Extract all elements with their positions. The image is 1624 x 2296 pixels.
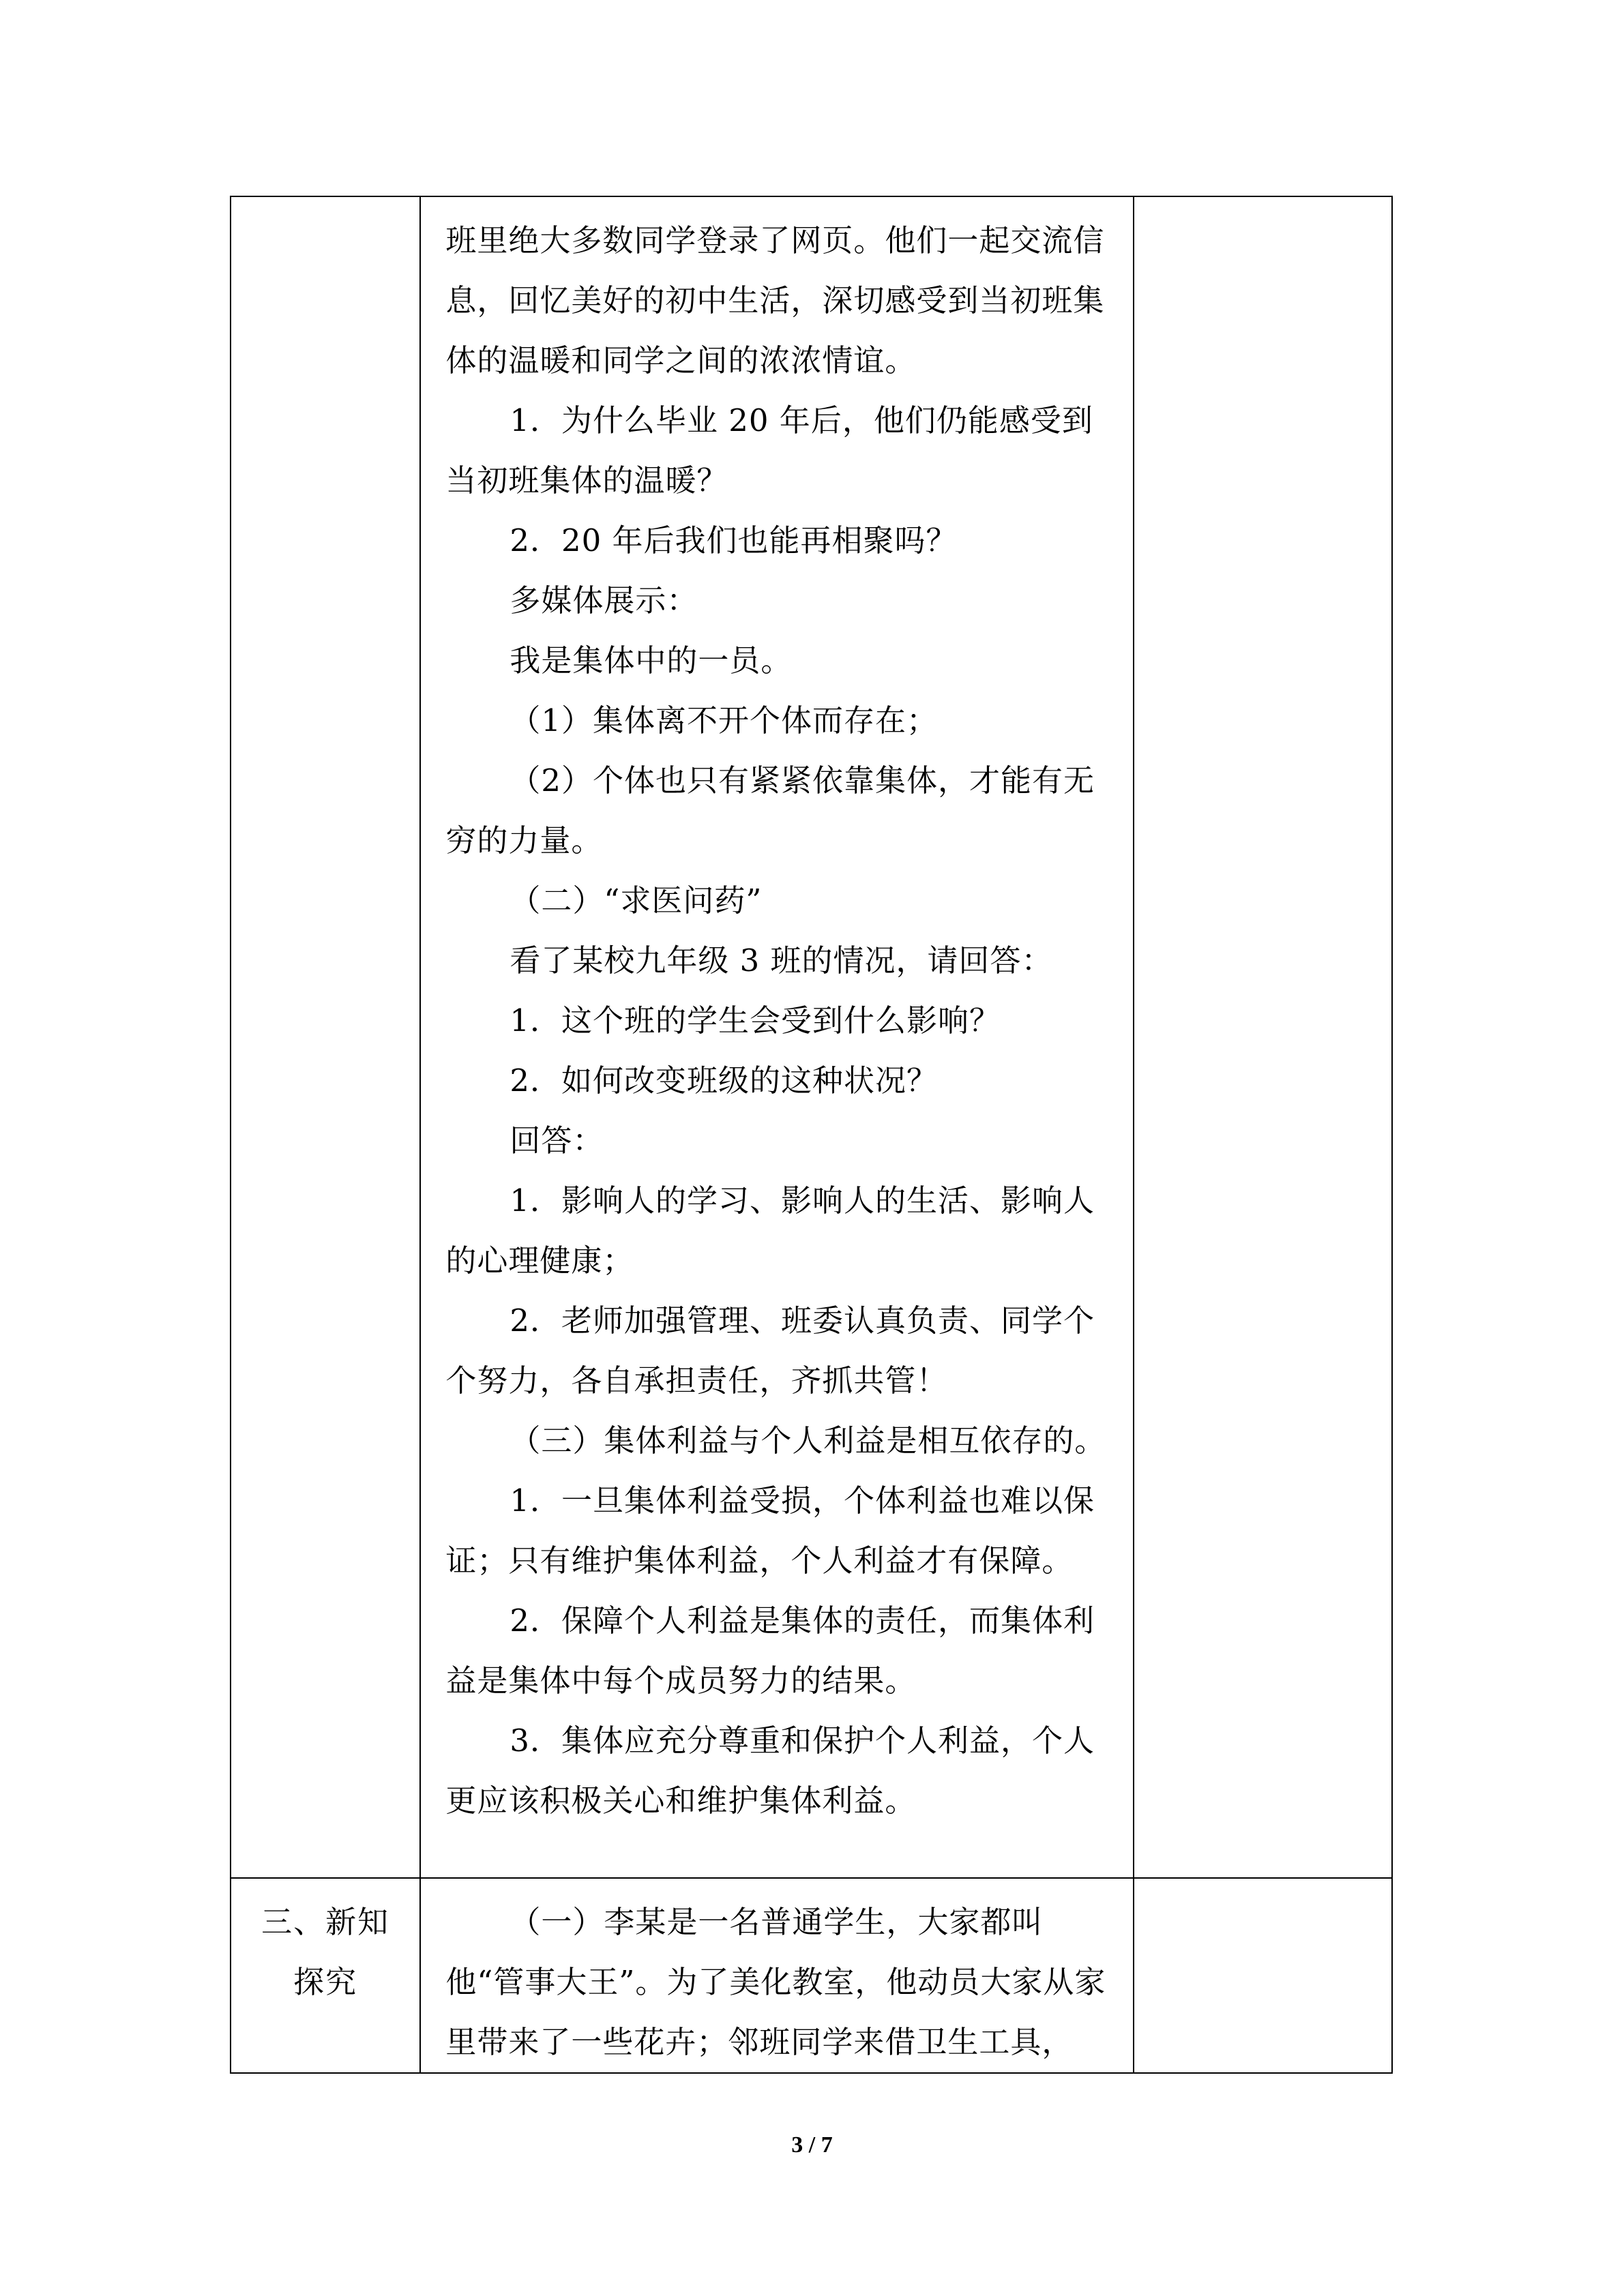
content-paragraph: 1．影响人的学习、影响人的生活、影响人的心理健康； (445, 1182, 1095, 1279)
content-paragraph: （1）集体离不开个体而存在； (510, 702, 938, 739)
content-body (421, 197, 1132, 1831)
content-paragraph: 2．保障个人利益是集体的责任，而集体利益是集体中每个成员努力的结果。 (445, 1602, 1095, 1699)
content-paragraph: 多媒体展示： (510, 582, 698, 618)
table-row (231, 196, 1392, 1878)
content-paragraph: 班里绝大多数同学登录了网页。他们一起交流信息，回忆美好的初中生活，深切感受到当初班集体的温暖和同学之间的浓浓情谊。 (445, 222, 1105, 378)
content-paragraph: 1．这个班的学生会受到什么影响？ (510, 1002, 1001, 1039)
table-row (231, 1878, 1392, 2073)
section-label-line-1: 三、新知 (261, 1904, 390, 1940)
notes-cell (1134, 196, 1392, 1878)
page-number: 3 / 7 (791, 2132, 833, 2158)
content-paragraph: 1．一旦集体利益受损，个体利益也难以保证；只有维护集体利益，个人利益才有保障。 (445, 1482, 1095, 1579)
content-paragraph: 我是集体中的一员。 (510, 642, 793, 679)
content-paragraph: 看了某校九年级 3 班的情况，请回答： (510, 942, 1053, 979)
content-paragraph: 2．如何改变班级的这种状况？ (510, 1062, 938, 1099)
content-paragraph: 回答： (510, 1122, 604, 1159)
content-paragraph: （一）李某是一名普通学生，大家都叫他“管事大王”。为了美化教室，他动员大家从家里带来了一些花卉；邻班同学来借卫生工具， (445, 1904, 1106, 2060)
content-paragraph: 2．20 年后我们也能再相聚吗？ (510, 522, 958, 558)
lesson-plan-table (230, 196, 1393, 2074)
content-paragraph: 1．为什么毕业 20 年后，他们仍能感受到当初班集体的温暖？ (445, 402, 1093, 498)
section-label-cell (231, 1878, 420, 2073)
content-cell (420, 1878, 1133, 2073)
section-label-line-2: 探究 (293, 1964, 358, 2000)
content-cell (420, 196, 1133, 1878)
section-label-cell (231, 196, 420, 1878)
content-paragraph: 2．老师加强管理、班委认真负责、同学个个努力，各自承担责任，齐抓共管！ (445, 1302, 1095, 1399)
content-paragraph: （二）“求医问药” (510, 882, 763, 919)
notes-cell (1134, 1878, 1392, 2073)
content-paragraph: 3．集体应充分尊重和保护个人利益，个人更应该积极关心和维护集体利益。 (445, 1723, 1095, 1819)
content-paragraph: （三）集体利益与个人利益是相互依存的。 (510, 1422, 1106, 1459)
content-body (421, 1879, 1132, 2072)
content-paragraph: （2）个体也只有紧紧依靠集体，才能有无穷的力量。 (445, 762, 1095, 859)
section-label (231, 1879, 419, 2012)
